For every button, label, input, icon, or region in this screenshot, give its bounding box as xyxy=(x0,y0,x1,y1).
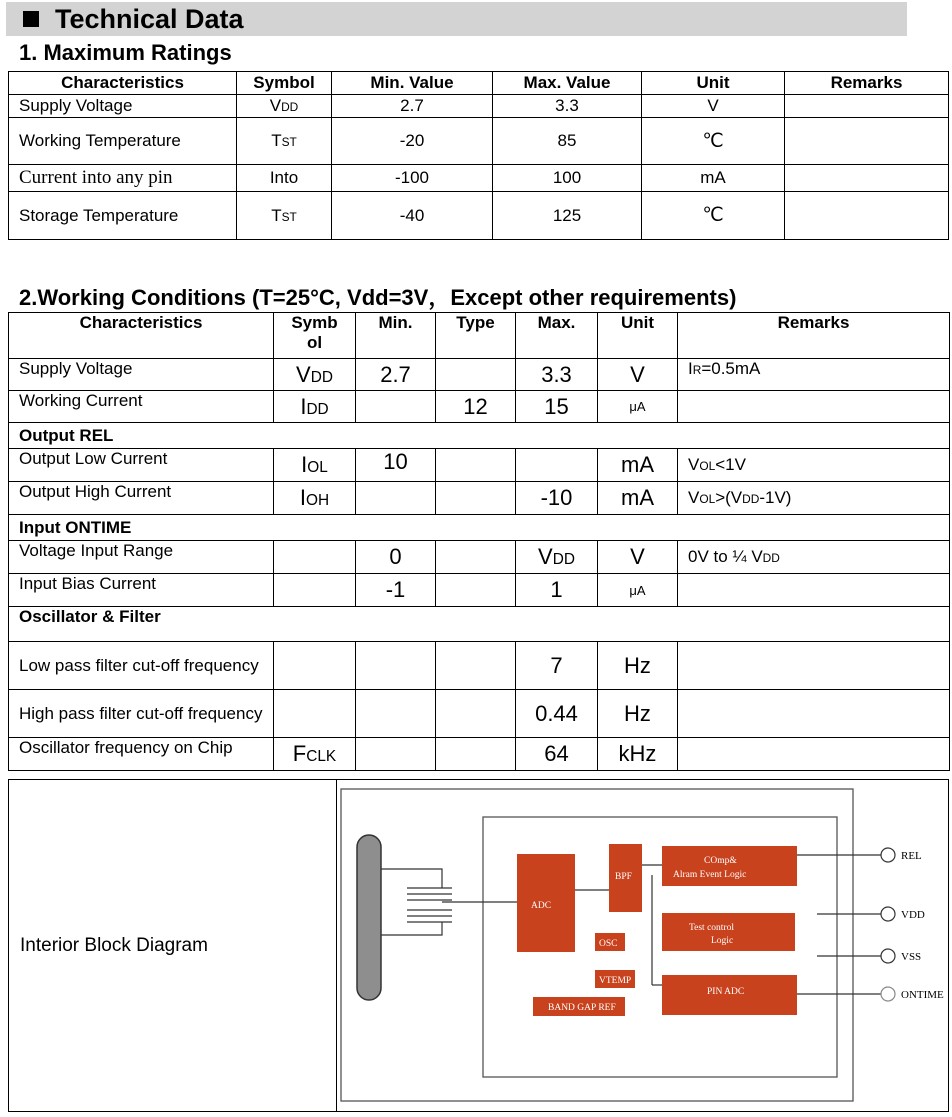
comp-label-2: Alram Event Logic xyxy=(673,870,747,880)
cell-max: 64 xyxy=(516,738,598,771)
cell-min: -20 xyxy=(332,118,493,165)
cell-type xyxy=(436,359,516,391)
table-row xyxy=(9,642,950,690)
col-header: Type xyxy=(436,313,516,359)
cell-min xyxy=(356,738,436,771)
cell-min: 10 xyxy=(356,449,436,482)
cell-type xyxy=(436,449,516,482)
table-row xyxy=(9,515,950,541)
cell-type xyxy=(436,690,516,738)
cell-type xyxy=(436,642,516,690)
table-row xyxy=(9,118,949,165)
table-row xyxy=(9,574,950,607)
cell-max: 7 xyxy=(516,642,598,690)
col-header: Symbol xyxy=(237,72,332,95)
cell-symbol xyxy=(274,642,356,690)
cell-max: 1 xyxy=(516,574,598,607)
cell-remarks xyxy=(678,391,950,423)
table-header-row xyxy=(9,313,950,359)
cell-remarks xyxy=(678,690,950,738)
cell-min: 2.7 xyxy=(356,359,436,391)
cell-type xyxy=(436,541,516,574)
table-row xyxy=(9,165,949,192)
comp-label: COmp& xyxy=(704,856,737,866)
cell-max xyxy=(516,449,598,482)
pin-vdd-icon xyxy=(881,907,895,921)
cell-remarks: VOL<1V xyxy=(678,449,950,482)
cell-unit: Hz xyxy=(598,642,678,690)
cell-char: High pass filter cut-off frequency xyxy=(9,690,274,738)
cell-unit: mA xyxy=(598,482,678,515)
pin-adc-label: PIN ADC xyxy=(707,987,745,997)
cell-char: Output Low Current xyxy=(9,449,274,482)
filter-symbol xyxy=(381,869,517,935)
page-title: Technical Data xyxy=(55,4,244,34)
col-header: Remarks xyxy=(785,72,949,95)
cell-symbol: IDD xyxy=(274,391,356,423)
cell-remarks: VOL>(VDD-1V) xyxy=(678,482,950,515)
group-label: Oscillator & Filter xyxy=(9,607,950,642)
cell-symbol: TST xyxy=(237,118,332,165)
table-row xyxy=(9,449,950,482)
cell-unit: mA xyxy=(598,449,678,482)
cell-char: Voltage Input Range xyxy=(9,541,274,574)
cell-remarks xyxy=(785,95,949,118)
cell-min xyxy=(356,690,436,738)
table-row xyxy=(9,690,950,738)
pin-vss-label: VSS xyxy=(901,951,922,963)
cell-symbol: IOL xyxy=(274,449,356,482)
cell-type xyxy=(436,482,516,515)
table-header-row xyxy=(9,72,949,95)
table-row xyxy=(9,482,950,515)
cell-type: 12 xyxy=(436,391,516,423)
cell-max: 125 xyxy=(493,192,642,240)
cell-min: -1 xyxy=(356,574,436,607)
cell-min xyxy=(356,482,436,515)
table-row xyxy=(9,541,950,574)
cell-char: Storage Temperature xyxy=(9,192,237,240)
table-row xyxy=(9,391,950,423)
comp-block xyxy=(662,846,797,886)
col-header: Unit xyxy=(642,72,785,95)
cell-symbol: IOH xyxy=(274,482,356,515)
col-header: Characteristics xyxy=(9,72,237,95)
cell-char: Working Current xyxy=(9,391,274,423)
square-bullet-icon xyxy=(23,11,39,27)
cell-char: Input Bias Current xyxy=(9,574,274,607)
cell-symbol xyxy=(274,541,356,574)
bpf-label: BPF xyxy=(615,872,632,882)
cell-max: 100 xyxy=(493,165,642,192)
diagram-label: Interior Block Diagram xyxy=(20,935,208,956)
table-row xyxy=(9,192,949,240)
osc-label: OSC xyxy=(599,939,618,949)
cell-unit: V xyxy=(642,95,785,118)
test-label: Test control xyxy=(689,923,734,933)
max-ratings-table xyxy=(8,71,949,240)
cell-min xyxy=(356,391,436,423)
cell-symbol: VDD xyxy=(274,359,356,391)
group-label: Input ONTIME xyxy=(9,515,950,541)
cell-remarks xyxy=(785,192,949,240)
cell-char: Supply Voltage xyxy=(9,95,237,118)
group-label: Output REL xyxy=(9,423,950,449)
col-header: Min. Value xyxy=(332,72,493,95)
pin-rel-icon xyxy=(881,848,895,862)
pin-vss-icon xyxy=(881,949,895,963)
col-header: Characteristics xyxy=(9,313,274,359)
cell-char: Oscillator frequency on Chip xyxy=(9,738,274,771)
cell-min: 2.7 xyxy=(332,95,493,118)
test-label-2: Logic xyxy=(711,936,734,946)
sensor-element xyxy=(357,835,381,1000)
cell-remarks xyxy=(785,165,949,192)
cell-symbol: FCLK xyxy=(274,738,356,771)
cell-unit: μA xyxy=(598,391,678,423)
adc-label: ADC xyxy=(531,901,552,911)
col-header: Max. Value xyxy=(493,72,642,95)
working-conditions-title: 2.Working Conditions (T=25°C, Vdd=3V，Except other requirements) xyxy=(19,285,737,310)
table-row xyxy=(9,423,950,449)
working-conditions-table xyxy=(8,312,950,771)
cell-unit: μA xyxy=(598,574,678,607)
cell-unit: V xyxy=(598,541,678,574)
cell-min xyxy=(356,642,436,690)
col-header: Remarks xyxy=(678,313,950,359)
col-header: Min. xyxy=(356,313,436,359)
cell-type xyxy=(436,574,516,607)
col-header: Symb ol xyxy=(274,313,356,359)
block-diagram-row xyxy=(8,779,949,1112)
cell-remarks xyxy=(678,642,950,690)
cell-min: 0 xyxy=(356,541,436,574)
cell-unit: Hz xyxy=(598,690,678,738)
table-row xyxy=(9,95,949,118)
cell-symbol: Into xyxy=(237,165,332,192)
table-row xyxy=(9,607,950,642)
cell-remarks xyxy=(678,574,950,607)
cell-char: Supply Voltage xyxy=(9,359,274,391)
pin-vdd-label: VDD xyxy=(901,909,925,921)
cell-unit: mA xyxy=(642,165,785,192)
cell-unit: kHz xyxy=(598,738,678,771)
block-diagram xyxy=(337,780,948,1111)
cell-max: 3.3 xyxy=(516,359,598,391)
pin-ontime-icon xyxy=(881,987,895,1001)
cell-symbol xyxy=(274,690,356,738)
cell-remarks xyxy=(678,738,950,771)
col-header: Max. xyxy=(516,313,598,359)
table-row xyxy=(9,359,950,391)
section-header xyxy=(6,2,907,36)
cell-symbol xyxy=(274,574,356,607)
table-row xyxy=(9,738,950,771)
max-ratings-title: 1. Maximum Ratings xyxy=(19,40,232,65)
band-gap-label: BAND GAP REF xyxy=(548,1003,616,1013)
cell-char: Working Temperature xyxy=(9,118,237,165)
cell-type xyxy=(436,738,516,771)
cell-symbol: VDD xyxy=(237,95,332,118)
cell-max: 85 xyxy=(493,118,642,165)
cell-max: 15 xyxy=(516,391,598,423)
cell-symbol: TST xyxy=(237,192,332,240)
pin-rel-label: REL xyxy=(901,850,922,862)
cell-max: 3.3 xyxy=(493,95,642,118)
col-header: Unit xyxy=(598,313,678,359)
cell-remarks: 0V to ¼ VDD xyxy=(678,541,950,574)
cell-char: Output High Current xyxy=(9,482,274,515)
cell-char: Low pass filter cut-off frequency xyxy=(9,642,274,690)
cell-min: -40 xyxy=(332,192,493,240)
cell-max: 0.44 xyxy=(516,690,598,738)
cell-max: -10 xyxy=(516,482,598,515)
cell-unit: V xyxy=(598,359,678,391)
cell-unit: ℃ xyxy=(642,192,785,240)
cell-unit: ℃ xyxy=(642,118,785,165)
cell-remarks: IR=0.5mA xyxy=(678,359,950,391)
cell-char: Current into any pin xyxy=(9,165,237,192)
vtemp-label: VTEMP xyxy=(599,976,632,986)
cell-remarks xyxy=(785,118,949,165)
pin-ontime-label: ONTIME xyxy=(901,989,944,1001)
cell-min: -100 xyxy=(332,165,493,192)
cell-max: VDD xyxy=(516,541,598,574)
